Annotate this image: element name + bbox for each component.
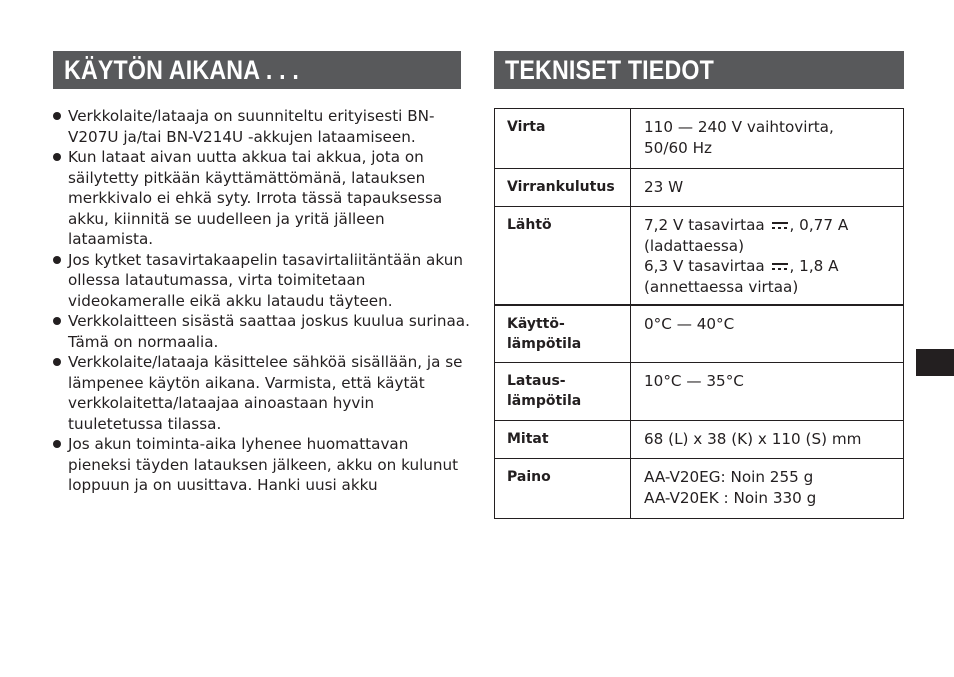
spec-key: Lataus- lämpötila — [495, 363, 631, 421]
bullet-dot-icon — [53, 440, 61, 448]
section-title-text: KÄYTÖN AIKANA . . . — [64, 55, 300, 85]
bullet-dot-icon — [53, 112, 61, 120]
spec-value: 68 (L) x 38 (K) x 110 (S) mm — [631, 421, 904, 459]
list-item: Kun lataat aivan uutta akkua tai akkua, jota on säilytetty pitkään käyttämättömänä, latauksen merkkivalo ei ehkä syty. Irrota tässä tapauksessa akku, kiinnitä se uudelleen ja yritä jälleen lataamista. — [53, 147, 473, 250]
spec-key: Käyttö- lämpötila — [495, 305, 631, 363]
table-row — [495, 363, 904, 421]
list-item: Verkkolaite/lataaja on suunniteltu erityisesti BN-V207U ja/tai BN-V214U -akkujen lataamiseen. — [53, 106, 473, 147]
table-row — [495, 305, 904, 363]
table-row — [495, 109, 904, 169]
language-side-tab — [916, 349, 954, 376]
spec-value: 7,2 V tasavirtaa , 0,77 A (ladattaessa) 6,3 V tasavirtaa , 1,8 A (annettaessa virtaa) — [631, 207, 904, 305]
table-row — [495, 421, 904, 459]
dc-current-symbol-icon — [772, 221, 788, 231]
usage-notes-list — [53, 106, 473, 496]
spec-key: Virrankulutus — [495, 169, 631, 207]
table-row — [495, 207, 904, 305]
spec-table — [494, 108, 904, 519]
list-item: Jos akun toiminta-aika lyhenee huomattavan pieneksi täyden latauksen jälkeen, akku on kulunut loppuun ja on uusittava. Hanki uusi akku — [53, 434, 473, 496]
section-title-text: TEKNISET TIEDOT — [505, 55, 714, 85]
table-row — [495, 169, 904, 207]
spec-value: 110 — 240 V vaihtovirta, 50/60 Hz — [631, 109, 904, 169]
spec-key: Lähtö — [495, 207, 631, 305]
bullet-dot-icon — [53, 317, 61, 325]
list-item: Verkkolaite/lataaja käsittelee sähköä sisällään, ja se lämpenee käytön aikana. Varmista, että käytät verkkolaitetta/lataajaa ainoastaan hyvin tuuletetussa tilassa. — [53, 352, 473, 434]
bullet-dot-icon — [53, 256, 61, 264]
section-title-technical-specs — [494, 51, 904, 89]
spec-key: Paino — [495, 459, 631, 519]
list-item: Verkkolaitteen sisästä saattaa joskus kuulua surinaa. Tämä on normaalia. — [53, 311, 473, 352]
spec-value: AA-V20EG: Noin 255 g AA-V20EK : Noin 330 g — [631, 459, 904, 519]
list-item: Jos kytket tasavirtakaapelin tasavirtaliitäntään akun ollessa latautumassa, virta toimitetaan videokameralle eikä akku lataudu täyteen. — [53, 250, 473, 312]
spec-value: 10°C — 35°C — [631, 363, 904, 421]
spec-key: Mitat — [495, 421, 631, 459]
dc-current-symbol-icon — [772, 262, 788, 272]
spec-value: 23 W — [631, 169, 904, 207]
table-row — [495, 459, 904, 519]
spec-value: 0°C — 40°C — [631, 305, 904, 363]
bullet-dot-icon — [53, 358, 61, 366]
section-title-during-use — [53, 51, 461, 89]
spec-key: Virta — [495, 109, 631, 169]
bullet-dot-icon — [53, 153, 61, 161]
